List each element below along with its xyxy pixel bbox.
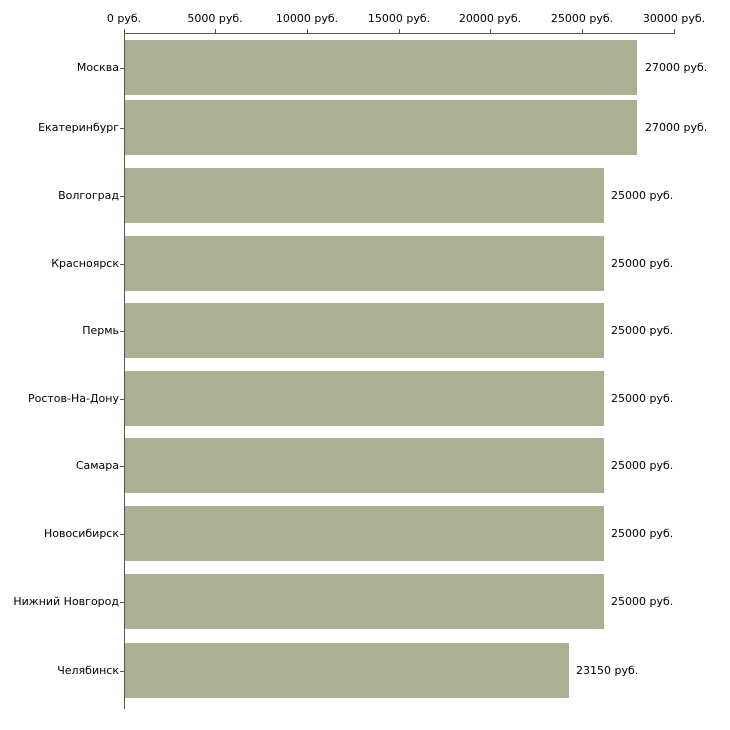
bar-row — [0, 570, 730, 637]
x-tick-label: 30000 руб. — [642, 12, 706, 25]
bar — [125, 236, 604, 291]
x-tick-label: 20000 руб. — [458, 12, 522, 25]
bar — [125, 438, 604, 493]
bar-row — [0, 168, 730, 235]
bar-row — [0, 503, 730, 570]
bar — [125, 506, 604, 561]
y-category-label: Нижний Новгород — [13, 595, 119, 608]
bar-value-label: 23150 руб. — [576, 664, 639, 677]
x-tick-label: 5000 руб. — [187, 12, 243, 25]
y-category-label: Волгоград — [58, 189, 119, 202]
x-tick-label: 25000 руб. — [550, 12, 614, 25]
y-category-label: Челябинск — [57, 664, 119, 677]
bar-row — [0, 436, 730, 503]
bar-value-label: 25000 руб. — [611, 527, 674, 540]
bar — [125, 574, 604, 629]
y-category-label: Самара — [75, 459, 119, 472]
x-tick-label: 10000 руб. — [275, 12, 339, 25]
bar-value-label: 25000 руб. — [611, 595, 674, 608]
x-tick-label: 15000 руб. — [367, 12, 431, 25]
bar-row — [0, 302, 730, 369]
bar — [125, 371, 604, 426]
bar — [125, 100, 637, 155]
bar-value-label: 25000 руб. — [611, 392, 674, 405]
y-category-label: Красноярск — [51, 257, 119, 270]
x-tick-label: 0 руб. — [106, 12, 142, 25]
bar — [125, 168, 604, 223]
bar-row — [0, 34, 730, 101]
bar — [125, 40, 637, 95]
bar — [125, 303, 604, 358]
bar — [125, 643, 569, 698]
bar-value-label: 27000 руб. — [645, 61, 708, 74]
bar-value-label: 27000 руб. — [645, 121, 708, 134]
y-category-label: Новосибирск — [43, 527, 119, 540]
y-category-label: Екатеринбург — [38, 121, 119, 134]
bar-value-label: 25000 руб. — [611, 257, 674, 270]
bar-row — [0, 235, 730, 302]
y-category-label: Москва — [76, 61, 119, 74]
bar-value-label: 25000 руб. — [611, 459, 674, 472]
bar-row — [0, 101, 730, 168]
bar-row — [0, 369, 730, 436]
bar-value-label: 25000 руб. — [611, 324, 674, 337]
bar-value-label: 25000 руб. — [611, 189, 674, 202]
bar-row — [0, 637, 730, 704]
y-category-label: Пермь — [82, 324, 119, 337]
y-category-label: Ростов-На-Дону — [27, 392, 119, 405]
